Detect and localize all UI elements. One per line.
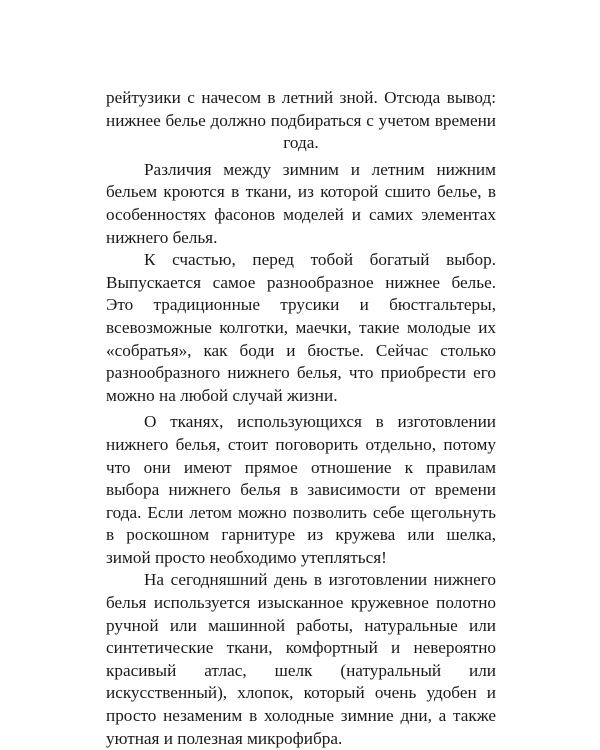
- paragraph-2: Различия между зимним и летним нижним бельем кроются в ткани, из которой сшито белье, в особенностях фасонов моделей и самих элементах нижнего белья.: [106, 159, 496, 247]
- paragraph-5: На сегодняшний день в изготовлении нижнего белья используется изысканное кружевное полотно ручной или машинной работы, натуральные или синтетические ткани, комфортный и невероятно красивый атлас, шелк (натуральный или искусственный), хлопок, который очень удобен и просто незаменим в холодные зимние дни, а также уютная и полезная микрофибра.: [106, 570, 496, 748]
- paragraph-4: О тканях, использующихся в изготовлении нижнего белья, стоит поговорить отдельно, потому что они имеют прямое отношение к правилам выбора нижнего белья в зависимости от времени года. Если летом можно позволить себе щегольнуть в роскошном гарнитуре из кружева или шелка, зимой просто необходимо утепляться!: [106, 412, 496, 567]
- paragraph-3: К счастью, перед тобой богатый выбор. Выпускается самое разнообразное нижнее белье. Это традиционные трусики и бюстгальтеры, всевозможные колготки, маечки, такие молодые их «собратья», как боди и бюстье. Сейчас столько разнообразного нижнего белья, что приобрести его можно на любой случай жизни.: [106, 250, 496, 405]
- paragraph-1: рейтузики с начесом в летний зной. Отсюда вывод: нижнее белье должно подбираться с учетом времени года.: [106, 88, 496, 153]
- page-body: [106, 87, 496, 750]
